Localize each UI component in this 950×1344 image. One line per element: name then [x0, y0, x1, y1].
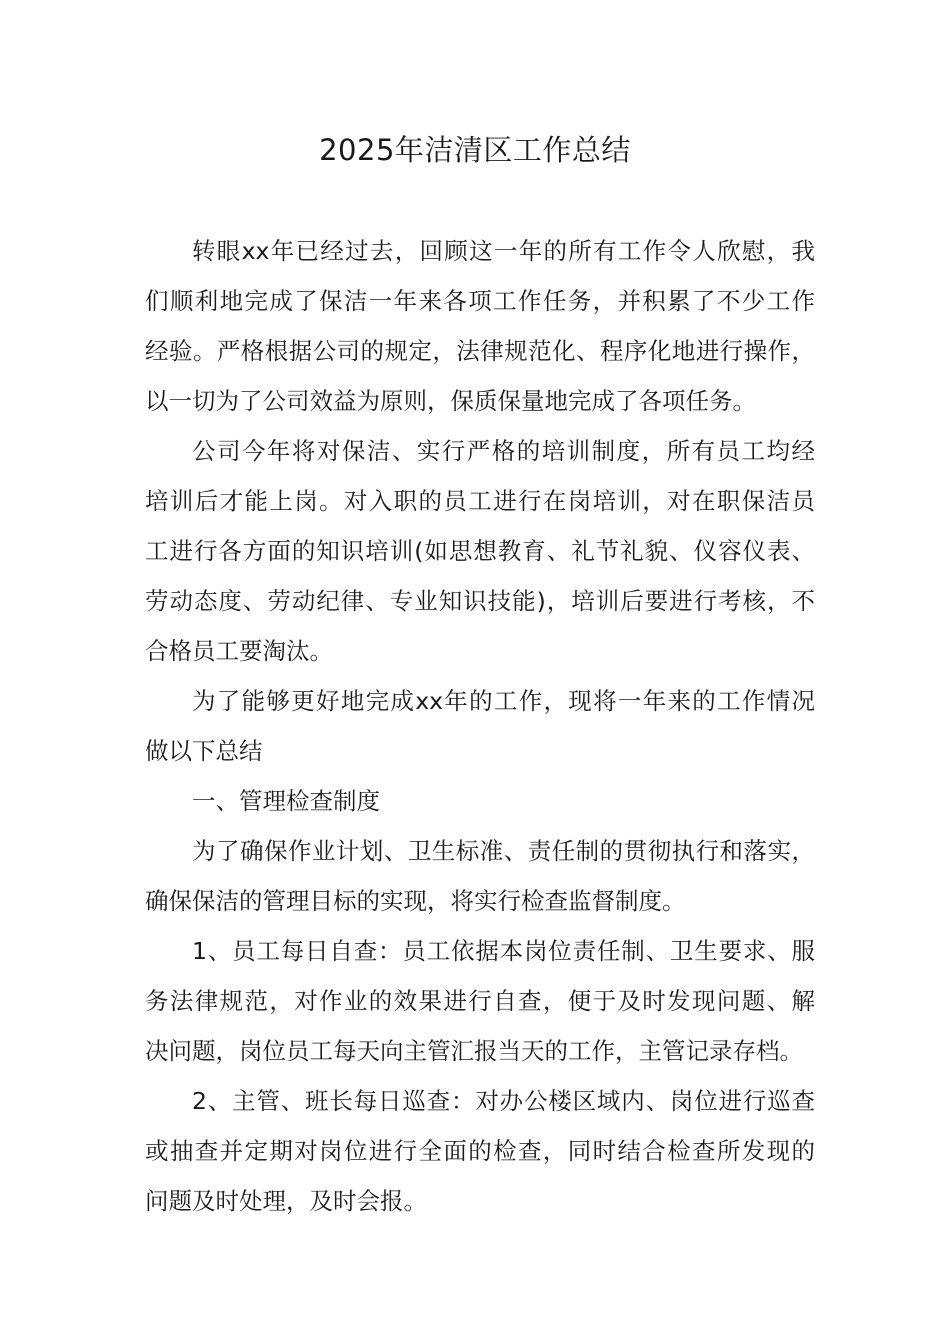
body-line: 工进行各方面的知识培训(如思想教育、礼节礼貌、仪容仪表、 [145, 537, 815, 565]
body-line: 为了能够更好地完成xx年的工作，现将一年来的工作情况 [192, 687, 815, 715]
body-line: 一、管理检查制度 [192, 787, 380, 815]
body-line: 做以下总结 [145, 737, 263, 765]
body-line: 劳动态度、劳动纪律、专业知识技能)，培训后要进行考核，不 [145, 587, 815, 615]
document-title: 2025年洁清区工作总结 [319, 133, 631, 167]
body-line: 或抽查并定期对岗位进行全面的检查，同时结合检查所发现的 [145, 1137, 815, 1165]
body-line: 公司今年将对保洁、实行严格的培训制度，所有员工均经 [192, 437, 815, 465]
body-line: 决问题，岗位员工每天向主管汇报当天的工作，主管记录存档。 [145, 1037, 803, 1065]
body-line: 1、员工每日自查：员工依据本岗位责任制、卫生要求、服 [192, 937, 815, 965]
body-line: 合格员工要淘汰。 [145, 637, 333, 665]
body-line: 为了确保作业计划、卫生标准、责任制的贯彻执行和落实， [192, 837, 815, 865]
body-line: 们顺利地完成了保洁一年来各项工作任务，并积累了不少工作 [145, 287, 815, 315]
body-line: 务法律规范，对作业的效果进行自查，便于及时发现问题、解 [145, 987, 815, 1015]
document-body [145, 226, 815, 1226]
body-line: 转眼xx年已经过去，回顾这一年的所有工作令人欣慰，我 [192, 237, 815, 265]
body-line: 确保保洁的管理目标的实现，将实行检查监督制度。 [145, 887, 686, 915]
body-line: 经验。严格根据公司的规定，法律规范化、程序化地进行操作， [145, 337, 815, 365]
body-line: 培训后才能上岗。对入职的员工进行在岗培训，对在职保洁员 [145, 487, 815, 515]
body-line: 问题及时处理，及时会报。 [145, 1187, 427, 1215]
body-line: 以一切为了公司效益为原则，保质保量地完成了各项任务。 [145, 387, 756, 415]
body-line: 2、主管、班长每日巡查：对办公楼区域内、岗位进行巡查 [192, 1087, 815, 1115]
